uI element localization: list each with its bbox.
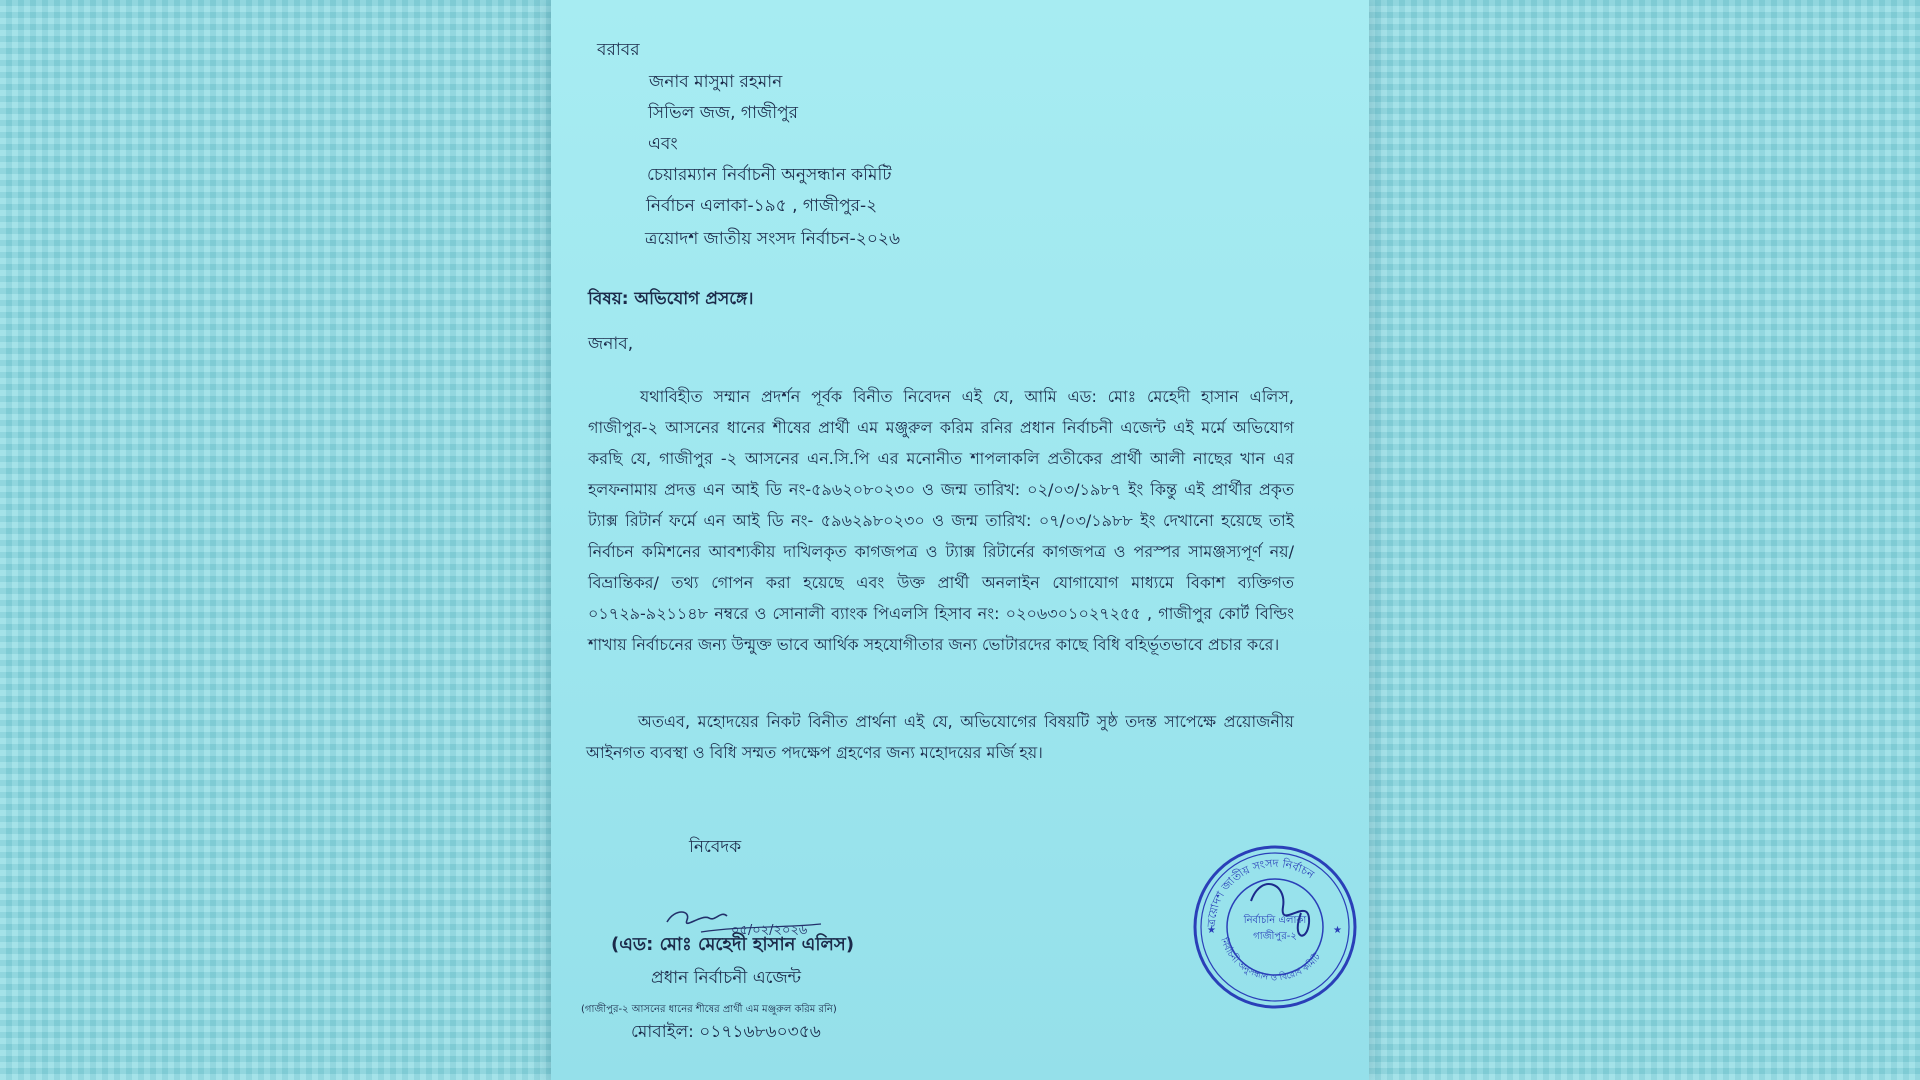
seal-star-right-icon: ★ [1333,925,1342,936]
addressee-line-5: নির্বাচন এলাকা-১৯৫ , গাজীপুর-২ [646,196,878,216]
seal-inner-text-1: নির্বাচনি এলাকা [1243,915,1307,926]
addressee-line-4: চেয়ারম্যান নির্বাচনী অনুসন্ধান কমিটি [647,165,892,185]
signatory-affiliation: (গাজীপুর-২ আসনের ধানের শীষের প্রার্থী এম মঞ্জুরুল করিম রনি) [581,1004,837,1015]
blurred-background-right [1369,0,1920,1080]
seal-star-left-icon: ★ [1207,925,1216,936]
handwritten-date: ০৫/০২/২০২৬ [731,923,808,938]
seal-signature-scribble [1251,884,1309,936]
closing-word: নিবেদক [689,837,742,857]
signatory-mobile: মোবাইল: ০১৭১৬৮৬০৩৫৬ [631,1022,821,1042]
letter-greeting: জনাব, [588,334,634,354]
svg-text:নির্বাচনী অনুসন্ধান ও বিরোধ কম [1218,935,1324,983]
salutation-to: বরাবর [597,40,640,60]
addressee-line-6: ত্রয়োদশ জাতীয় সংসদ নির্বাচন-২০২৬ [645,229,901,249]
addressee-line-1: জনাব মাসুমা রহমান [649,72,783,92]
signatory-title: প্রধান নির্বাচনী এজেন্ট [651,968,802,988]
official-seal [1191,843,1359,1011]
addressee-line-3: এবং [648,134,678,154]
letter-subject: বিষয়: অভিযোগ প্রসঙ্গে। [588,289,754,309]
seal-bottom-text: নির্বাচনী অনুসন্ধান ও বিরোধ কমিটি [1218,936,1323,984]
seal-ring-text: ত্রয়োদশ জাতীয় সংসদ নির্বাচন [1204,856,1317,928]
signatory-name: (এড: মোঃ মেহেদী হাসান এলিস) [611,934,855,955]
seal-inner-text-2: গাজীপুর-২ [1253,931,1297,942]
body-paragraph-1: যথাবিহীত সম্মান প্রদর্শন পূর্বক বিনীত নিবেদন এই যে, আমি এড: মোঃ মেহেদী হাসান এলিস, গাজীপুর-২ আসনের ধানের শীষের প্রার্থী এম মঞ্জুরুল করিম রনির প্রধান নির্বাচনী এজেন্ট এই মর্মে অভিযোগ করছি যে, গাজীপুর -২ আসনের এন.সি.পি এর মনোনীত শাপলাকলি প্রতীকের প্রার্থী আলী নাছের খান এর হলফনামায় প্রদত্ত এন আই ডি নং-৫৯৬২০৮০২৩০ ও জন্ম তারিখ: ০২/০৩/১৯৮৭ ইং কিন্তু এই প্রার্থীর প্রকৃত ট্যাক্স রিটার্ন ফর্মে এন আই ডি নং- ৫৯৬২৯৮০২৩০ ও জন্ম তারিখ: ০৭/০৩/১৯৮৮ ইং দেখানো হয়েছে তাই নির্বাচন কমিশনের আবশ্যকীয় দাখিলকৃত কাগজপত্র ও ট্যাক্স রিটার্নের কাগজপত্র ও পরস্পর সামঞ্জস্যপূর্ণ নয়/ বিভ্রান্তিকর/ তথ্য গোপন করা হয়েছে এবং উক্ত প্রার্থী অনলাইন যোগাযোগ মাধ্যমে বিকাশ ব্যক্তিগত ০১৭২৯-৯২১১৪৮ নম্বরে ও সোনালী ব্যাংক পিএলসি হিসাব নং: ০২০৬৩০১০২৭২৫৫ , গাজীপুর কোর্ট বিল্ডিং শাখায় নির্বাচনের জন্য উন্মুক্ত ভাবে আর্থিক সহযোগীতার জন্য ভোটারদের কাছে বিধি বহির্ভূতভাবে প্রচার করে। [588,387,1294,654]
addressee-line-2: সিভিল জজ, গাজীপুর [648,103,798,123]
body-paragraph-2: অতএব, মহোদয়ের নিকট বিনীত প্রার্থনা এই যে, অভিযোগের বিষয়টি সুষ্ঠ তদন্ত সাপেক্ষে প্রয়োজনীয় আইনগত ব্যবস্থা ও বিধি সম্মত পদক্ষেপ গ্রহণের জন্য মহোদয়ের মর্জি হয়। [586,712,1294,762]
complaint-letter [551,0,1369,1080]
blurred-background-left [0,0,551,1080]
